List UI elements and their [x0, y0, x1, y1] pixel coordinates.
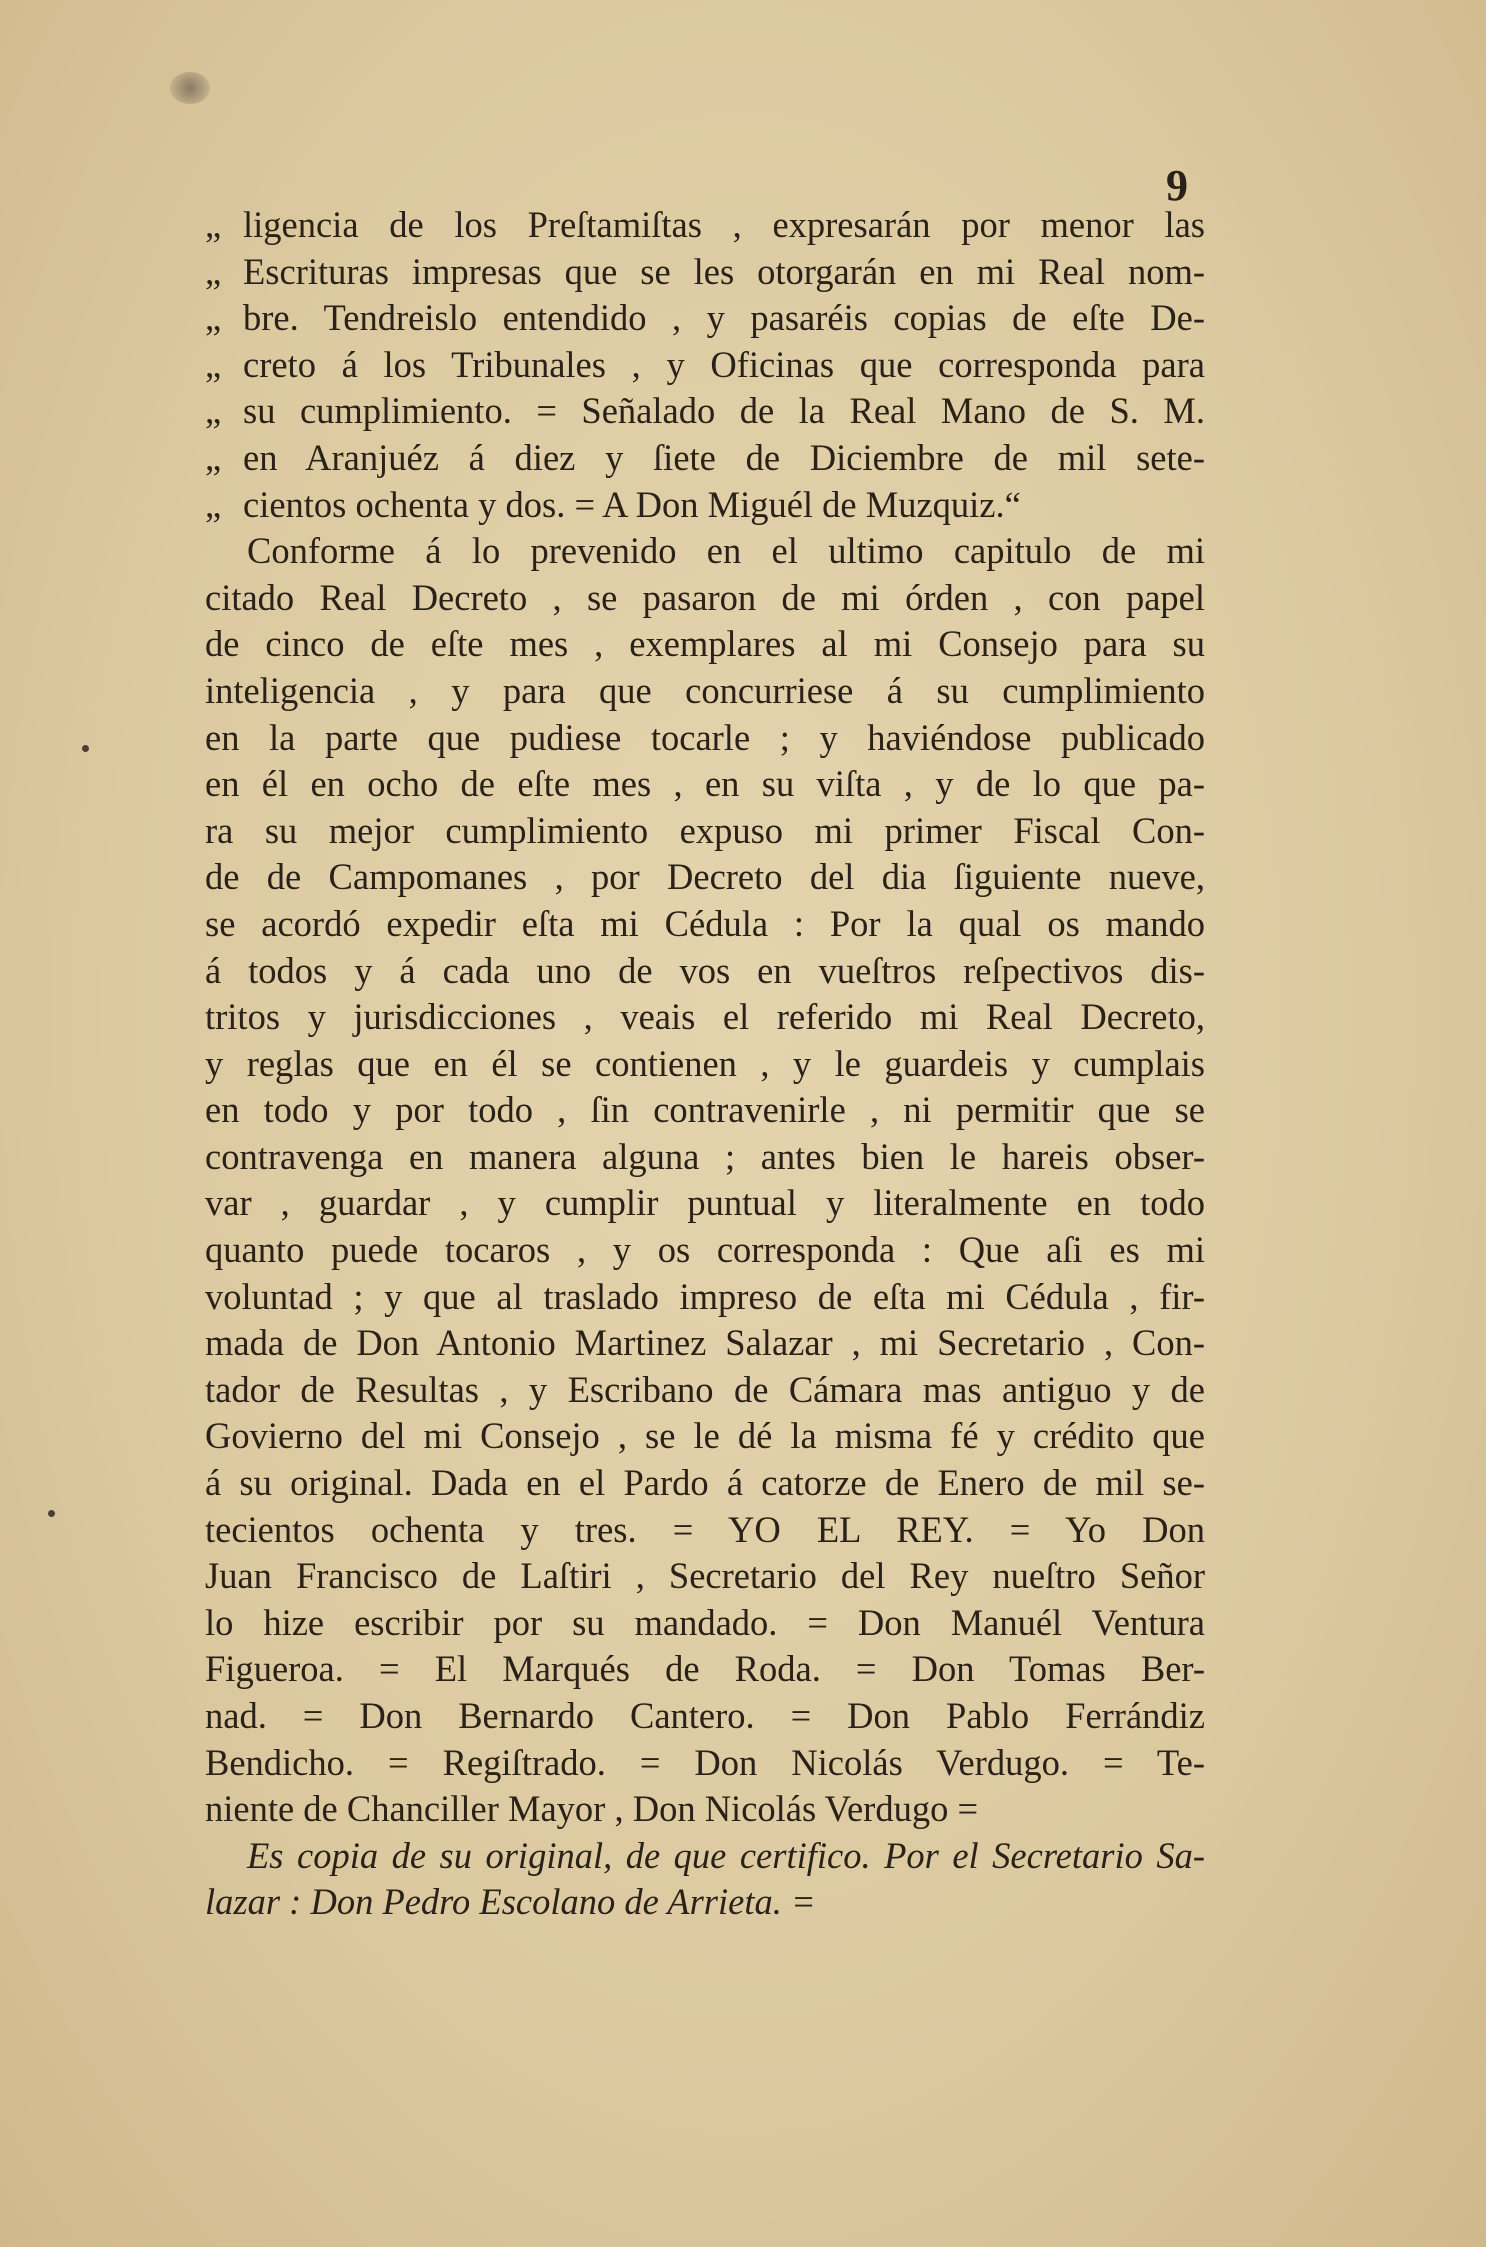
text-line: Figueroa. = El Marqués de Roda. = Don Tomas Ber- — [205, 1648, 1205, 1690]
certification-line: Es copia de su original, de que certifico. Por el Secretario Sa- — [247, 1834, 1205, 1876]
ink-speck — [82, 745, 89, 752]
text-line: en todo y por todo , ſin contravenirle , ni permitir que se — [205, 1089, 1205, 1131]
text-line: „ creto á los Tribunales , y Oficinas que corresponda para — [205, 342, 1205, 389]
text-line: Juan Francisco de Laſtiri , Secretario del Rey nueſtro Señor — [205, 1555, 1205, 1597]
text-line: „ cientos ochenta y dos. = A Don Miguél de Muzquiz.“ — [205, 482, 1205, 529]
text-line: ra su mejor cumplimiento expuso mi primer Fiscal Con- — [205, 809, 1205, 851]
text-line: Goviernо del mi Consejo , se le dé la misma fé y crédito que — [205, 1415, 1205, 1457]
quote-mark: „ — [205, 436, 222, 478]
page-number: 9 — [1166, 161, 1188, 210]
quote-mark: „ — [205, 483, 222, 525]
quote-mark: „ — [205, 204, 222, 245]
text-line: contravenga en manera alguna ; antes bien le hareis obser- — [205, 1135, 1205, 1177]
ink-speck — [48, 1510, 55, 1517]
text-line: tador de Resultas , y Escribano de Cámara mas antiguo y de — [205, 1368, 1205, 1410]
text-line: Bendicho. = Regiſtrado. = Don Nicolás Verdugo. = Te- — [205, 1741, 1205, 1783]
text-line: „ ligencia de los Preſtamiſtas , expresarán por menor las — [205, 202, 1205, 249]
quote-mark: „ — [205, 250, 222, 292]
paragraph-start-line: Conforme á lo prevenido en el ultimo capitulo de mi — [247, 530, 1205, 572]
text-line: en él en ocho de eſte mes , en su viſta , y de lo que pa- — [205, 763, 1205, 805]
text-line: quanto puede tocaros , y os corresponda : Que aſi es mi — [205, 1229, 1205, 1271]
text-line: á todos y á cada uno de vos en vueſtros reſpectivos dis- — [205, 949, 1205, 991]
body-text — [205, 202, 1205, 1926]
text-line: voluntad ; y que al traslado impreso de eſta mi Cédula , fir- — [205, 1275, 1205, 1317]
text-line: tecientos ochenta y tres. = YO EL REY. = Yo Don — [205, 1508, 1205, 1550]
text-line: se acordó expedir eſta mi Cédula : Por la qual os mando — [205, 902, 1205, 944]
certification-line: lazar : Don Pedro Escolano de Arrieta. = — [205, 1881, 816, 1923]
text-line: en la parte que pudiese tocarle ; y haviéndose publicado — [205, 716, 1205, 758]
quote-mark: „ — [205, 390, 222, 432]
text-line: „ Escrituras impresas que se les otorgarán en mi Real nom- — [205, 249, 1205, 296]
text-line: á su original. Dada en el Pardo á catorze de Enero de mil se- — [205, 1462, 1205, 1504]
text-line: lo hize escribir por su mandado. = Don Manuél Ventura — [205, 1601, 1205, 1643]
text-line: var , guardar , y cumplir puntual y literalmente en todo — [205, 1182, 1205, 1224]
text-line: „ en Aranjuéz á diez y ſiete de Diciembre de mil sete- — [205, 435, 1205, 482]
quote-mark: „ — [205, 343, 222, 385]
text-line: tritos y jurisdicciones , veais el referido mi Real Decreto, — [205, 996, 1205, 1038]
text-line: niente de Chanciller Mayor , Don Nicolás Verdugo = — [205, 1788, 979, 1830]
text-line: mada de Don Antonio Martinez Salazar , mi Secretario , Con- — [205, 1322, 1205, 1364]
quote-mark: „ — [205, 297, 222, 339]
text-line: inteligencia , y para que concurriese á su cumplimiento — [205, 669, 1205, 711]
text-line: de de Campomanes , por Decreto del dia ſiguiente nueve, — [205, 856, 1205, 898]
text-line: de cinco de eſte mes , exemplares al mi Consejo para su — [205, 623, 1205, 665]
text-line: y reglas que en él se contienen , y le guardeis y cumplais — [205, 1042, 1205, 1084]
ink-stain — [170, 72, 210, 104]
text-line: citado Real Decreto , se pasaron de mi órden , con papel — [205, 576, 1205, 618]
text-line: nad. = Don Bernardo Cantero. = Don Pablo Ferrándiz — [205, 1695, 1205, 1736]
text-line: „ su cumplimiento. = Señalado de la Real Mano de S. M. — [205, 388, 1205, 435]
text-line: „ bre. Tendreislo entendido , y pasaréis copias de eſte De- — [205, 295, 1205, 342]
